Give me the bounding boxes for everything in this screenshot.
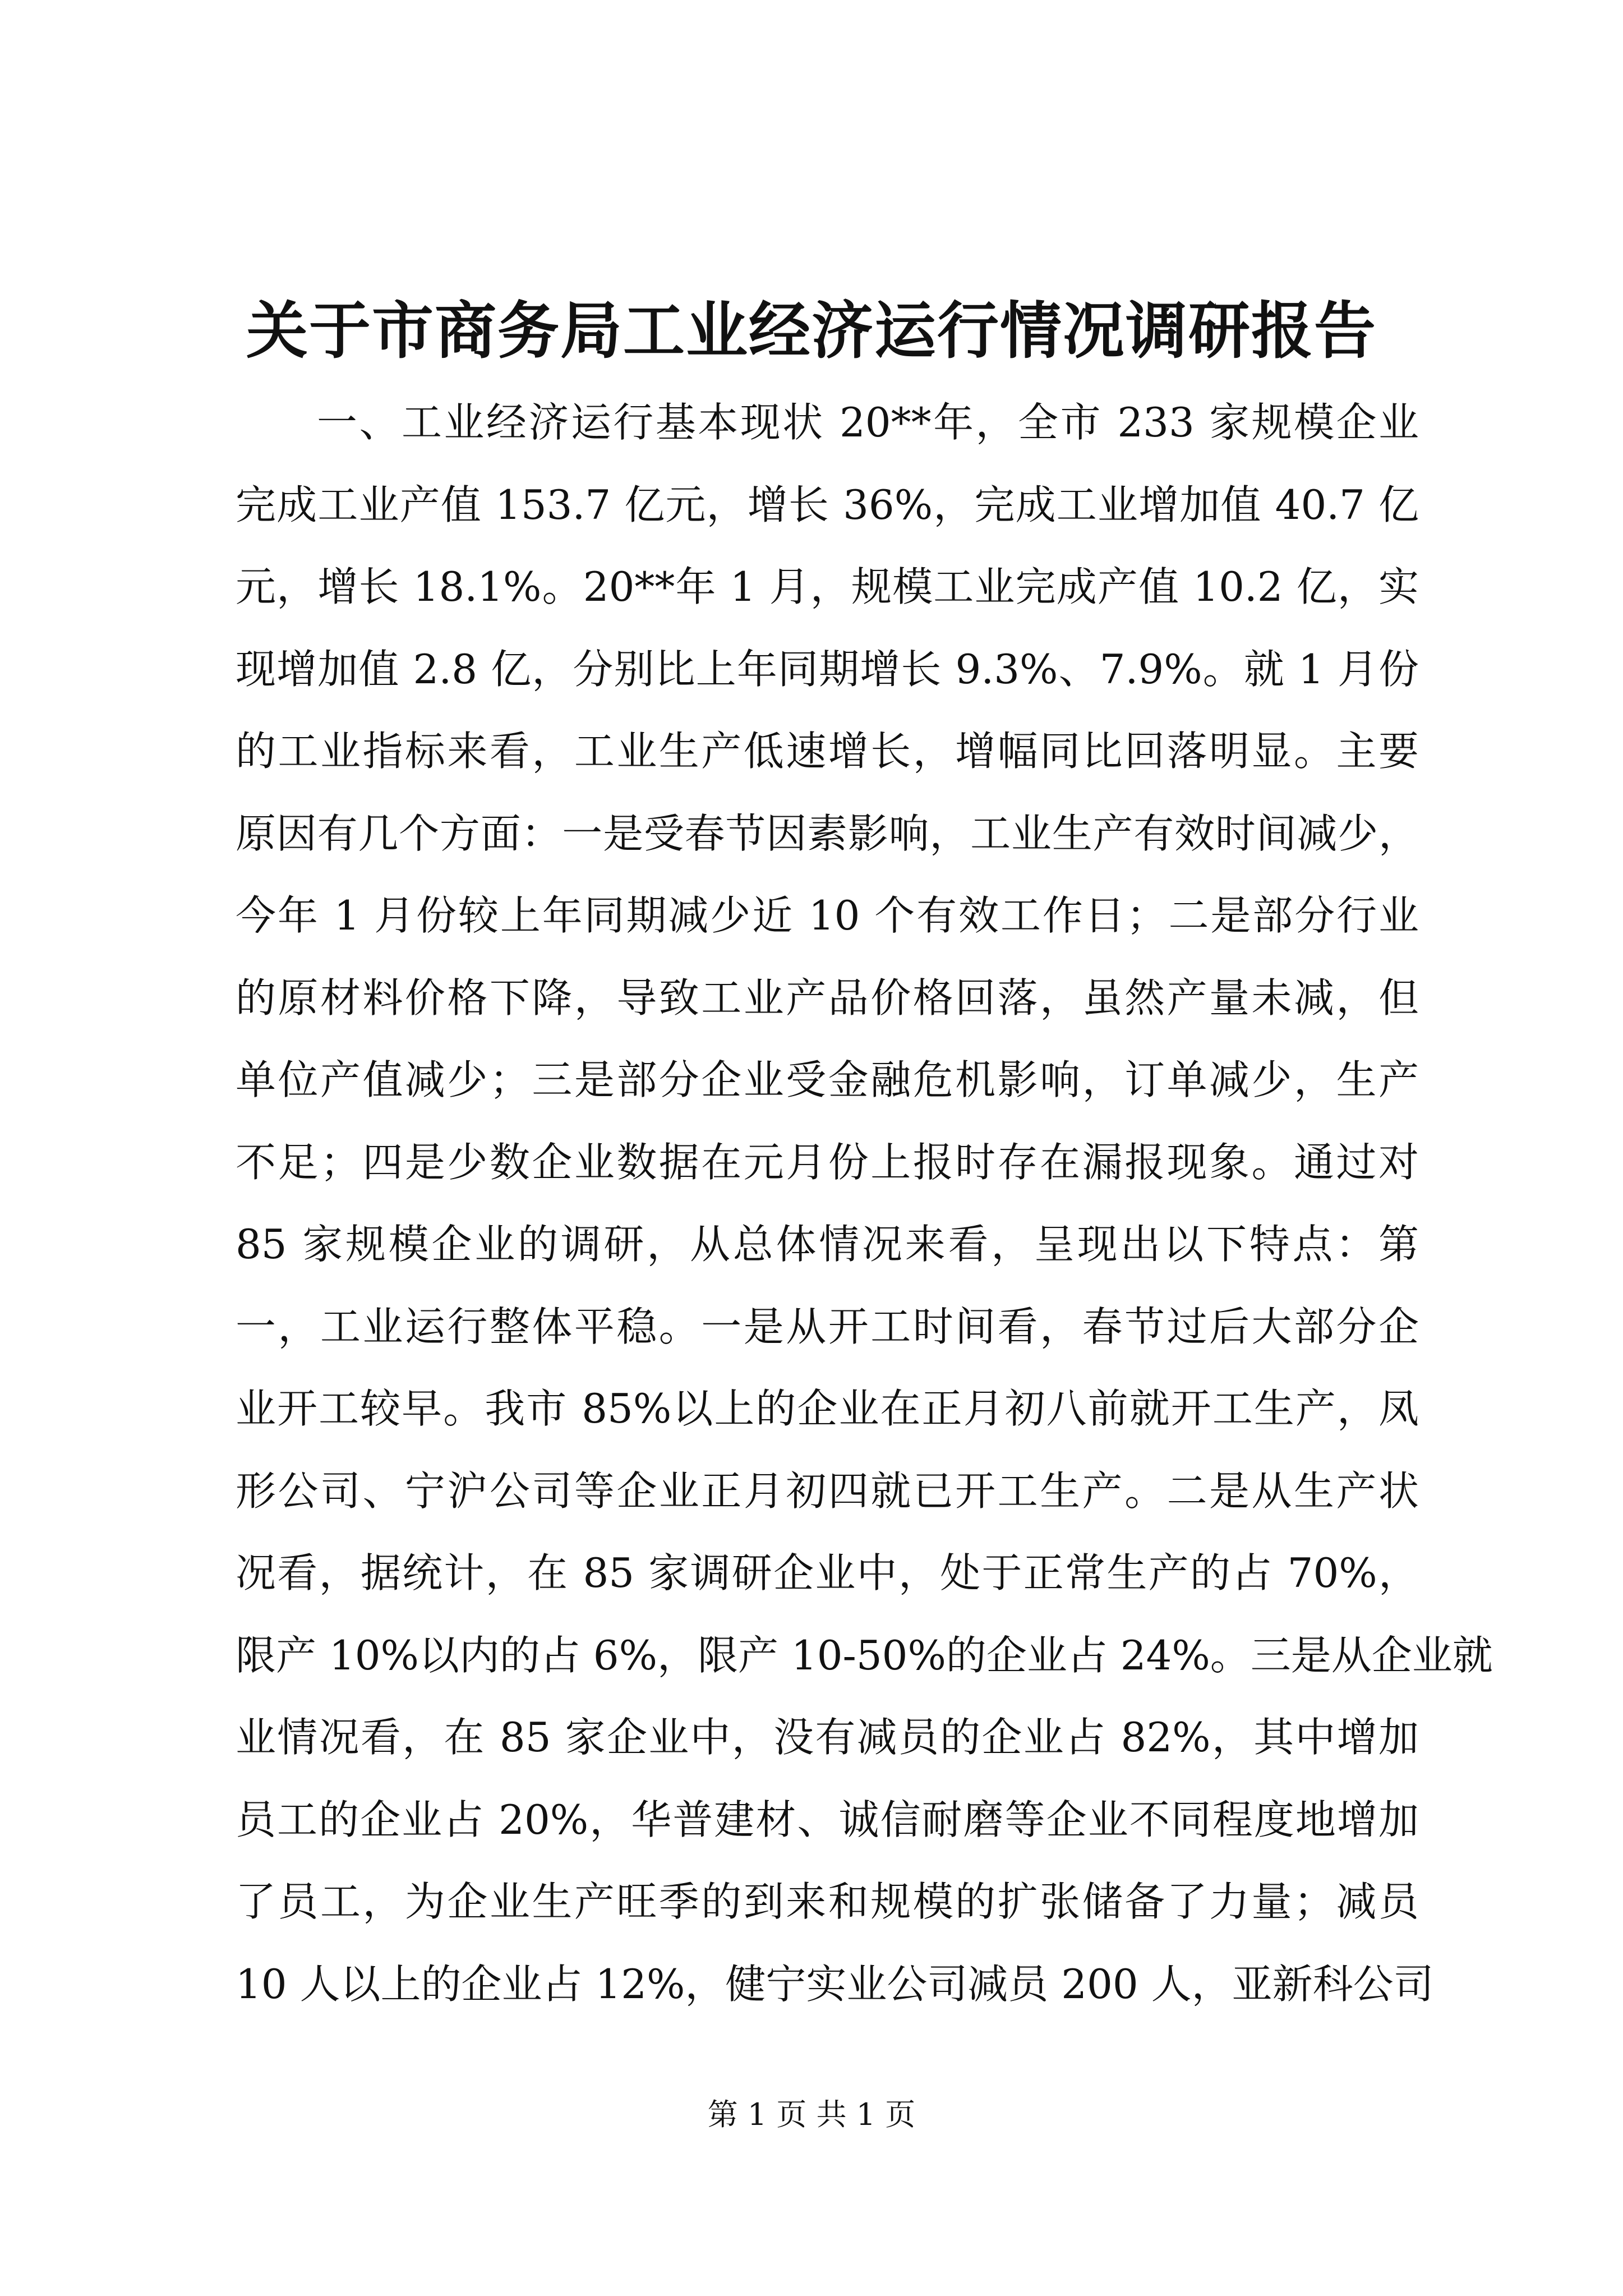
body-line: 业情况看，在 85 家企业中，没有减员的企业占 82%，其中增加 bbox=[236, 1714, 1419, 1761]
body-line: 完成工业产值 153.7 亿元，增长 36%，完成工业增加值 40.7 亿 bbox=[236, 481, 1419, 528]
body-line: 限产 10%以内的占 6%，限产 10-50%的企业占 24%。三是从企业就 bbox=[236, 1631, 1493, 1679]
body-line: 了员工，为企业生产旺季的到来和规模的扩张储备了力量；减员 bbox=[236, 1878, 1419, 1925]
body-line: 现增加值 2.8 亿，分别比上年同期增长 9.3%、7.9%。就 1 月份 bbox=[236, 645, 1419, 693]
body-line: 一，工业运行整体平稳。一是从开工时间看，春节过后大部分企 bbox=[236, 1303, 1419, 1350]
body-line: 不足；四是少数企业数据在元月份上报时存在漏报现象。通过对 bbox=[236, 1138, 1419, 1186]
body-line: 元，增长 18.1%。20**年 1 月，规模工业完成产值 10.2 亿，实 bbox=[236, 563, 1419, 610]
body-line: 况看，据统计，在 85 家调研企业中，处于正常生产的占 70%， bbox=[236, 1549, 1419, 1596]
page-number-footer: 第 1 页 共 1 页 bbox=[707, 2097, 916, 2132]
document-title: 关于市商务局工业经济运行情况调研报告 bbox=[246, 295, 1377, 367]
document-body bbox=[236, 381, 1493, 2025]
body-line: 业开工较早。我市 85%以上的企业在正月初八前就开工生产，凤 bbox=[236, 1385, 1419, 1432]
body-line: 单位产值减少；三是部分企业受金融危机影响，订单减少，生产 bbox=[236, 1056, 1419, 1103]
body-line: 今年 1 月份较上年同期减少近 10 个有效工作日；二是部分行业 bbox=[236, 892, 1419, 939]
body-line: 形公司、宁沪公司等企业正月初四就已开工生产。二是从生产状 bbox=[236, 1467, 1419, 1515]
body-line: 85 家规模企业的调研，从总体情况来看，呈现出以下特点：第 bbox=[236, 1221, 1419, 1268]
body-line: 原因有几个方面：一是受春节因素影响，工业生产有效时间减少， bbox=[236, 809, 1419, 857]
body-line: 员工的企业占 20%，华普建材、诚信耐磨等企业不同程度地增加 bbox=[236, 1796, 1419, 1843]
body-line: 10 人以上的企业占 12%，健宁实业公司减员 200 人，亚新科公司 bbox=[236, 1960, 1434, 2008]
body-line: 的原材料价格下降，导致工业产品价格回落，虽然产量未减，但 bbox=[236, 974, 1419, 1022]
body-line: 的工业指标来看，工业生产低速增长，增幅同比回落明显。主要 bbox=[236, 728, 1419, 775]
body-line: 一、工业经济运行基本现状 20**年，全市 233 家规模企业 bbox=[317, 399, 1419, 446]
